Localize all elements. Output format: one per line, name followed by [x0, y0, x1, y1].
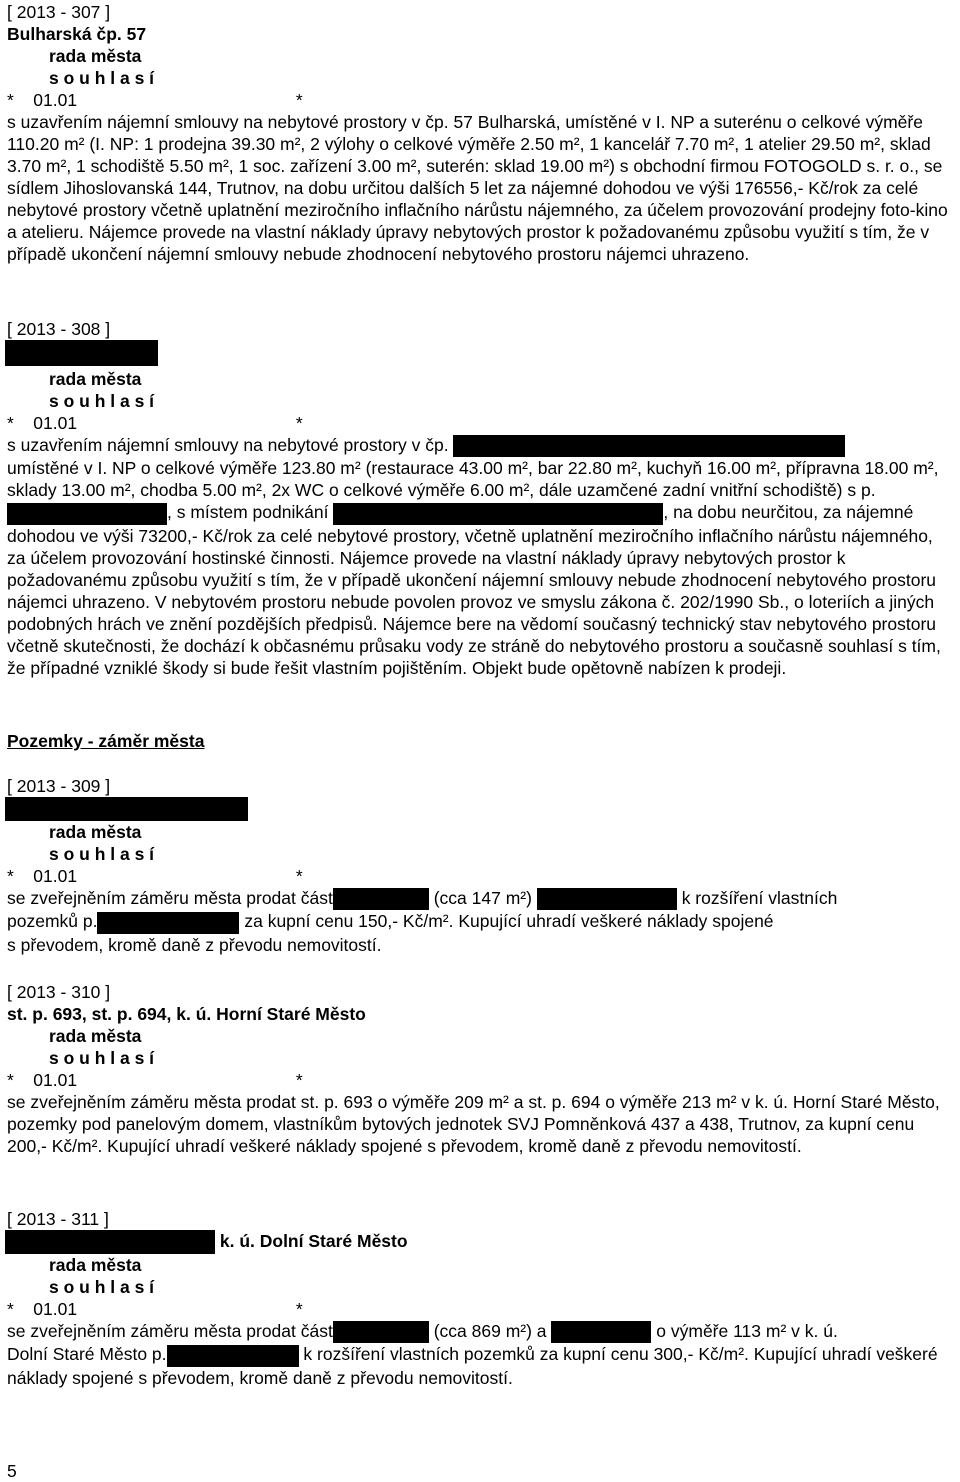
- resolution-text: se zveřejněním záměru města prodat st. p. 693 o výměře 209 m² a st. p. 694 o výměře 213 m² v k. ú. Horní Staré Město, pozemky pod panelovým domem, vlastníkům bytových jednotek SVJ Pomněnková 437 a 438, Trutnov, za kupní cenu 200,- Kč/m². Kupující uhradí veškeré náklady spojené s převodem, kromě daně z převodu nemovitostí.: [7, 1092, 940, 1156]
- text-part: Dolní Staré Město p.: [7, 1344, 167, 1365]
- council-label: rada města: [49, 46, 142, 66]
- resolution-2013-308: [7, 318, 955, 679]
- resolution-text: [7, 887, 955, 956]
- resolution-text: s uzavřením nájemní smlouvy na nebytové prostory v čp. 57 Bulharská, umístěné v I. NP a suterénu o celkové výměře 110.20 m² (I. NP: 1 prodejna 39.30 m², 2 výlohy o celkové výměře 2.50 m², 1 kancelář 7.70 m², 1 atelier 29.50 m², sklad 3.70 m², 1 schodiště 5.50 m², 1 soc. zařízení 3.00 m², suterén: sklad 19.00 m²) s obchodní firmou FOTOGOLD s. r. o., se sídlem Jihoslovanská 144, Trutnov, na dobu určitou dalších 5 let za nájemné dohodou ve výši 176556,- Kč/rok za celé nebytové prostory včetně uplatnění meziročního inflačního nárůstu nájemného, za účelem provozování prodejny foto-kino a atelieru. Nájemce provede na vlastní náklady úpravy nebytových prostor k požadovanému způsobu využití s tím, že v případě ukončení nájemní smlouvy nebude zhodnocení nebytového prostoru nájemci uhrazeno.: [7, 112, 948, 264]
- council-label: rada města: [49, 1255, 142, 1275]
- redaction-block: [551, 1321, 651, 1343]
- resolution-2013-311: [7, 1208, 955, 1389]
- text-part: , s místem podnikání: [167, 502, 329, 523]
- resolution-ref: [ 2013 - 309 ]: [7, 776, 111, 796]
- resolution-title-redacted: [7, 797, 955, 821]
- resolution-title: Bulharská čp. 57: [7, 24, 147, 44]
- code-line: * 01.01 *: [7, 90, 303, 110]
- text-part: o výměře 113 m² v k. ú.: [656, 1321, 838, 1341]
- code-line: * 01.01 *: [7, 866, 303, 886]
- redaction-block: [333, 1321, 429, 1343]
- redaction-block: [537, 888, 677, 910]
- resolution-text: [7, 1320, 955, 1389]
- page-number: 5: [7, 1461, 17, 1481]
- redaction-block: [333, 503, 663, 525]
- resolution-2013-309: [7, 775, 955, 956]
- code-line: * 01.01 *: [7, 413, 303, 433]
- redaction-block: [7, 503, 167, 525]
- council-label: rada města: [49, 1026, 142, 1046]
- council-label: rada města: [49, 822, 142, 842]
- resolution-text: [7, 434, 955, 679]
- resolution-title-redacted: [7, 340, 955, 368]
- redaction-block: [453, 435, 845, 457]
- agrees-label: s o u h l a s í: [49, 1277, 155, 1297]
- resolution-2013-307: [7, 1, 955, 265]
- code-line: * 01.01 *: [7, 1299, 303, 1319]
- text-part: se zveřejněním záměru města prodat část: [7, 888, 333, 908]
- text-part: za kupní cenu 150,- Kč/m². Kupující uhradí veškeré náklady spojené: [244, 911, 774, 932]
- text-part: ,: [663, 502, 669, 523]
- council-label: rada města: [49, 369, 142, 389]
- text-part: k rozšíření vlastních: [681, 888, 838, 908]
- resolution-ref: [ 2013 - 310 ]: [7, 982, 111, 1002]
- resolution-title: st. p. 693, st. p. 694, k. ú. Horní Staré Město: [7, 1004, 366, 1024]
- agrees-label: s o u h l a s í: [49, 391, 155, 411]
- text-part: umístěné v I. NP o celkové výměře 123.80 m² (restaurace 43.00 m², bar 22.80 m², kuchyň 16.00 m², přípravna 18.00 m², sklady 13.00 m², chodba 5.00 m², 2x WC o celkové výměře 6.00 m², dále uzamčené zadní vnitřní schodiště) s p.: [7, 458, 939, 501]
- agrees-label: s o u h l a s í: [49, 844, 155, 864]
- resolution-title: [7, 1230, 955, 1254]
- redaction-block: [5, 1230, 215, 1254]
- redaction-block: [5, 340, 158, 366]
- text-part: s uzavřením nájemní smlouvy na nebytové prostory v čp.: [7, 435, 449, 455]
- text-part: pozemků p.: [7, 911, 98, 932]
- redaction-block: [97, 912, 239, 934]
- code-line: * 01.01 *: [7, 1070, 303, 1090]
- redaction-block: [333, 888, 429, 910]
- title-tail: k. ú. Dolní Staré Město: [219, 1231, 408, 1251]
- section-heading: Pozemky - záměr města: [7, 731, 205, 751]
- text-part: (cca 869 m²) a: [433, 1321, 547, 1341]
- text-part: se zveřejněním záměru města prodat část: [7, 1321, 333, 1341]
- text-part: s převodem, kromě daně z převodu nemovitostí.: [7, 934, 382, 955]
- redaction-block: [167, 1345, 299, 1367]
- text-part: k rozšíření vlastních pozemků za kupní cenu 300,- Kč/m². Kupující uhradí veškeré náklady spojené s převodem, kromě daně z převodu nemovitostí.: [7, 1344, 938, 1388]
- text-part: na dobu neurčitou, za nájemné dohodou ve výši 73200,- Kč/rok za celé nebytové prostory, včetně uplatnění meziročního inflačního nárůstu nájemného, za účelem provozování hostinské činnosti. Nájemce provede na vlastní náklady úpravy nebytových prostor k požadovanému způsobu využití s tím, že v případě ukončení nájemní smlouvy nebude zhodnocení nebytového prostoru nájemci uhrazeno. V nebytovém prostoru nebude povolen provoz ve smyslu zákona č. 202/1990 Sb., o loteriích a jiných podobných hrách ve znění pozdějších předpisů. Nájemce bere na vědomí současný technický stav nebytového prostoru včetně skutečnosti, že dochází k občasnému průsaku vody ze stráně do nebytového prostoru a současně souhlasí s tím, že případné vzniklé škody si bude řešit vlastním pojištěním. Objekt bude opětovně nabízen k prodeji.: [7, 502, 941, 678]
- redaction-block: [5, 797, 248, 821]
- agrees-label: s o u h l a s í: [49, 68, 155, 88]
- resolution-ref: [ 2013 - 307 ]: [7, 2, 111, 22]
- resolution-2013-310: [7, 981, 955, 1157]
- resolution-ref: [ 2013 - 308 ]: [7, 319, 111, 339]
- text-part: (cca 147 m²): [433, 888, 532, 908]
- agrees-label: s o u h l a s í: [49, 1048, 155, 1068]
- resolution-ref: [ 2013 - 311 ]: [7, 1209, 109, 1229]
